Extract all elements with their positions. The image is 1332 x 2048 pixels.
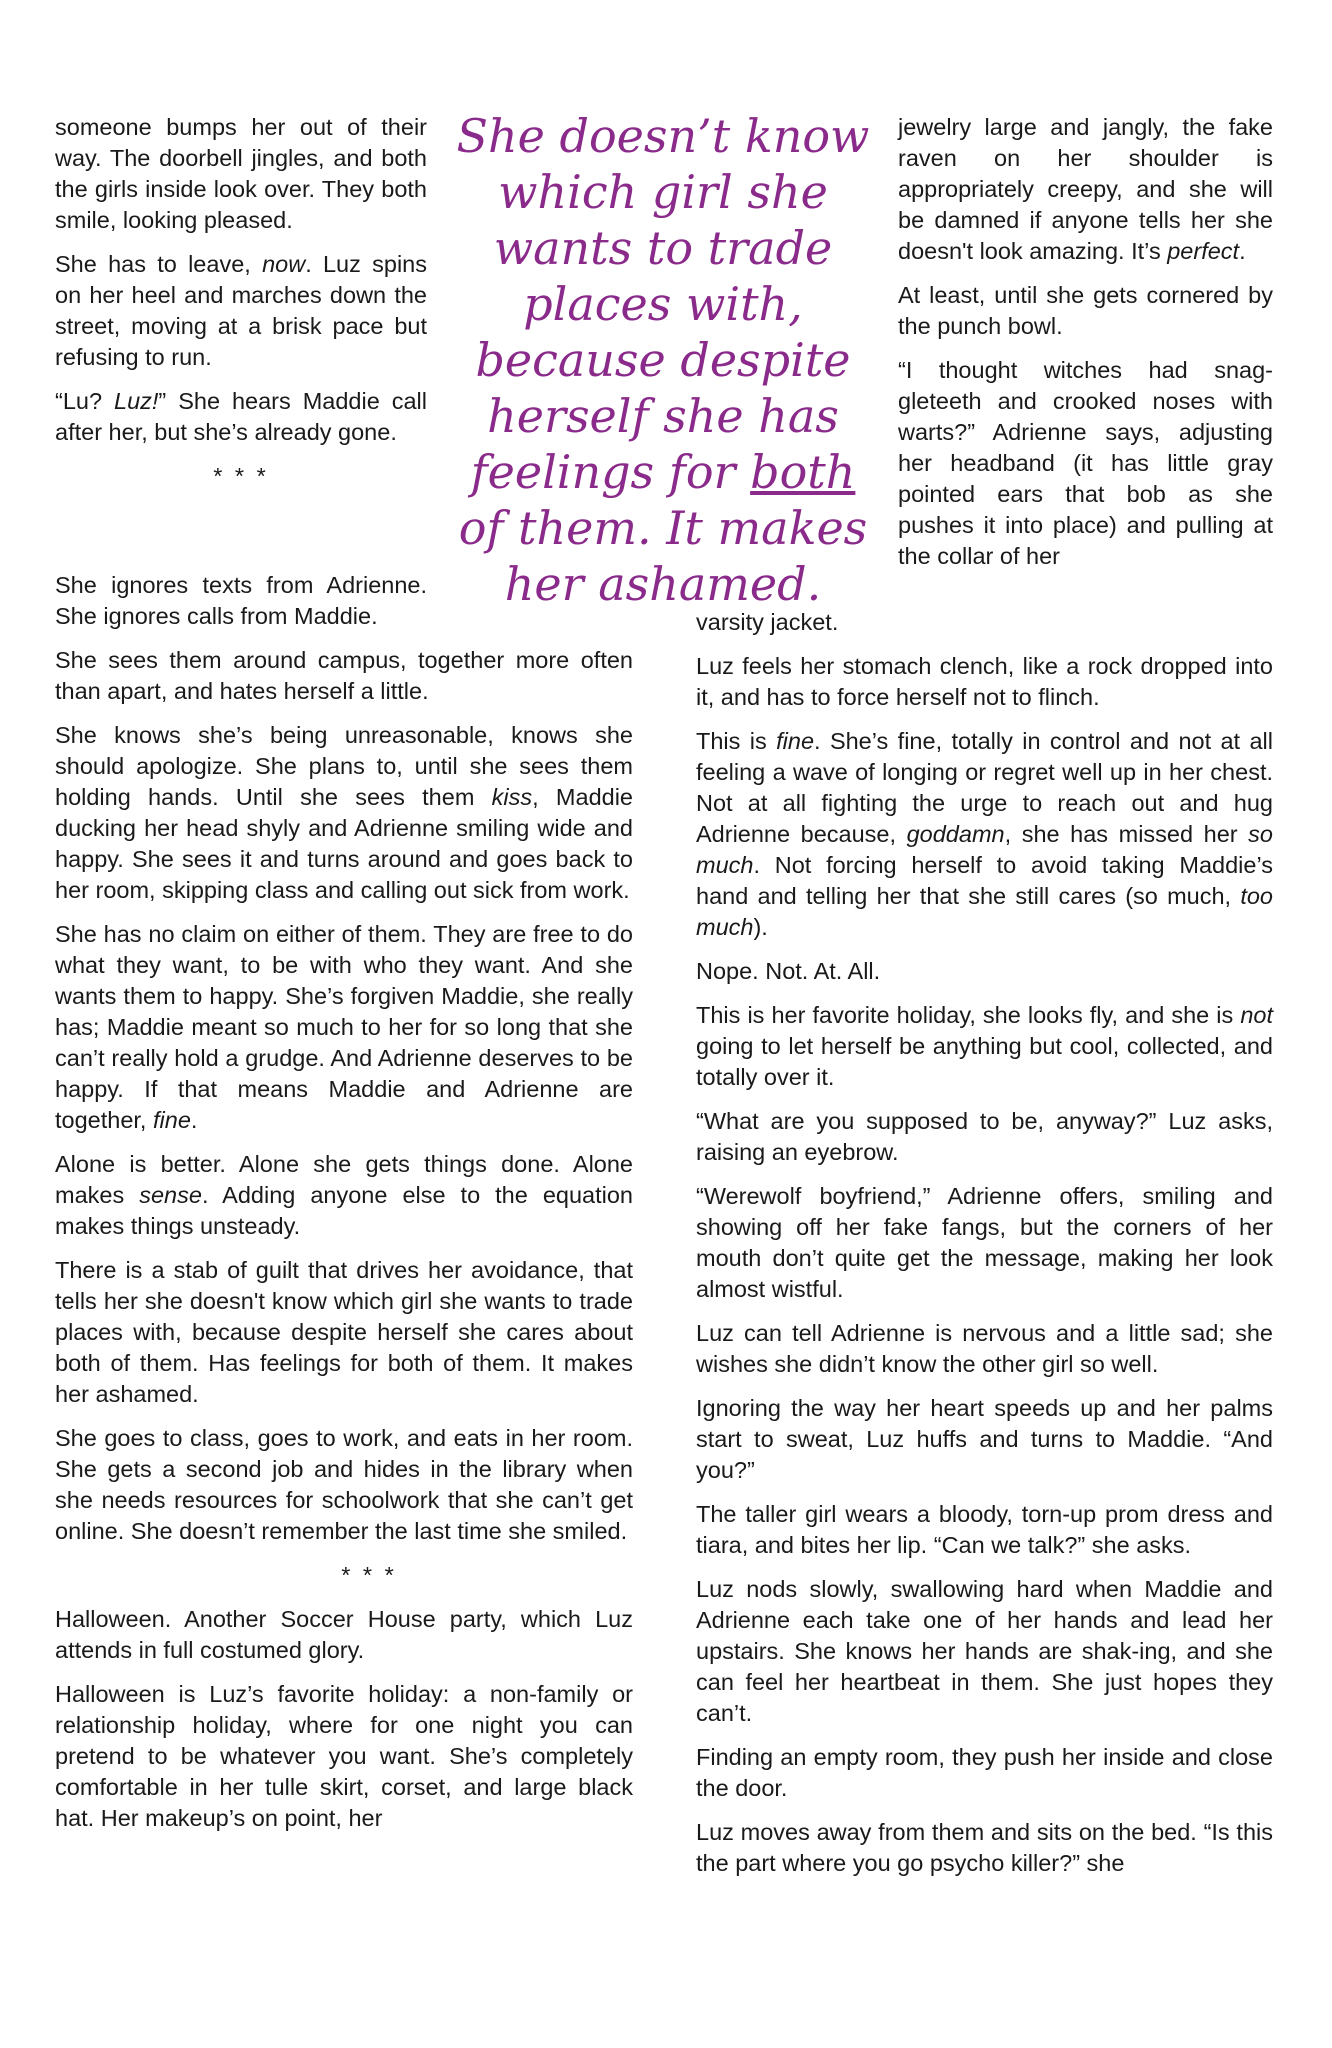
paragraph: Luz can tell Adrienne is nervous and a little sad; she wishes she didn’t know the other girl so well. (696, 1320, 1273, 1377)
paragraph: She knows she’s being unreasonable, knows she should apologize. She plans to, until she sees them holding hands. Until she sees them kiss, Maddie ducking her head shyly and Adrienne smiling wide and happy. She sees it and turns around and goes back to her room, skipping class and calling out sick from work. (55, 722, 633, 903)
left-column-top (55, 112, 427, 505)
paragraph: Alone is better. Alone she gets things done. Alone makes sense. Adding anyone else to the equation makes things unsteady. (55, 1151, 633, 1239)
paragraph: Finding an empty room, they push her inside and close the door. (696, 1744, 1273, 1801)
paragraph: Luz nods slowly, swallowing hard when Maddie and Adrienne each take one of her hands and lead her upstairs. She knows her hands are shak-ing, and she can feel her heartbeat in them. She just hopes they can’t. (696, 1576, 1273, 1726)
paragraph: Ignoring the way her heart speeds up and her palms start to sweat, Luz huffs and turns to Maddie. “And you?” (696, 1395, 1273, 1483)
paragraph: Nope. Not. At. All. (696, 958, 881, 984)
paragraph: Halloween is Luz’s favorite holiday: a non-family or relationship holiday, where for one night you can pretend to be whatever you want. She’s completely comfortable in her tulle skirt, corset, and large black hat. Her makeup’s on point, her (55, 1681, 633, 1831)
right-column-bottom (696, 607, 1273, 1892)
paragraph: varsity jacket. (696, 609, 839, 635)
left-column-bottom (55, 570, 633, 1847)
paragraph: “Werewolf boyfriend,” Adrienne offers, smiling and showing off her fake fangs, but the corners of her mouth don’t quite get the message, making her look almost wistful. (696, 1183, 1273, 1302)
scene-separator: * * * (213, 463, 269, 489)
scene-separator: * * * (341, 1562, 397, 1588)
paragraph: This is fine. She’s fine, totally in control and not at all feeling a wave of longing or regret well up in her chest. Not at all fighting the urge to reach out and hug Adrienne because, goddamn, she has missed her so much. Not forcing herself to avoid taking Maddie’s hand and telling her that she still cares (so much, too much). (696, 728, 1273, 940)
paragraph: Luz feels her stomach clench, like a rock dropped into it, and has to force herself not to flinch. (696, 653, 1273, 710)
paragraph: The taller girl wears a bloody, torn-up prom dress and tiara, and bites her lip. “Can we talk?” she asks. (696, 1501, 1273, 1558)
paragraph: “I thought witches had snag-gleteeth and crooked noses with warts?” Adrienne says, adjusting her headband (it has little gray pointed ears that bob as she pushes it into place) and pulling at the collar of her (898, 357, 1273, 569)
paragraph: This is her favorite holiday, she looks fly, and she is not going to let herself be anything but cool, collected, and totally over it. (696, 1002, 1273, 1090)
paragraph: At least, until she gets cornered by the punch bowl. (898, 282, 1273, 339)
paragraph: She has to leave, now. Luz spins on her heel and marches down the street, moving at a brisk pace but refusing to run. (55, 251, 427, 370)
paragraph: “Lu? Luz!” She hears Maddie call after her, but she’s already gone. (55, 388, 427, 445)
right-column-top (898, 112, 1273, 585)
pull-quote (448, 108, 878, 612)
pull-quote-underlined: both (750, 445, 856, 499)
paragraph: She goes to class, goes to work, and eats in her room. She gets a second job and hides in the library when she needs resources for schoolwork that she can’t get online. She doesn’t remember the last time she smiled. (55, 1425, 633, 1544)
paragraph: Luz moves away from them and sits on the bed. “Is this the part where you go psycho killer?” she (696, 1819, 1273, 1876)
paragraph: Halloween. Another Soccer House party, which Luz attends in full costumed glory. (55, 1606, 633, 1663)
paragraph: There is a stab of guilt that drives her avoidance, that tells her she doesn't know which girl she wants to trade places with, because despite herself she cares about both of them. Has feelings for both of them. It makes her ashamed. (55, 1257, 633, 1407)
pull-quote-text: She doesn’t know which girl she wants to trade places with, because despite herself she has feelings for (456, 109, 870, 499)
paragraph: someone bumps her out of their way. The doorbell jingles, and both the girls inside look over. They both smile, looking pleased. (55, 114, 427, 233)
pull-quote-text-end: of them. It makes her ashamed. (458, 501, 868, 611)
paragraph: She ignores texts from Adrienne. She ignores calls from Maddie. (55, 572, 427, 629)
paragraph: “What are you supposed to be, anyway?” Luz asks, raising an eyebrow. (696, 1108, 1273, 1165)
paragraph: jewelry large and jangly, the fake raven on her shoulder is appropriately creepy, and she will be damned if anyone tells her she doesn't look amazing. It’s perfect. (898, 114, 1273, 264)
paragraph: She sees them around campus, together more often than apart, and hates herself a little. (55, 647, 633, 704)
paragraph: She has no claim on either of them. They are free to do what they want, to be with who they want. And she wants them to happy. She’s forgiven Maddie, she really has; Maddie meant so much to her for so long that she can’t really hold a grudge. And Adrienne deserves to be happy. If that means Maddie and Adrienne are together, fine. (55, 921, 633, 1133)
